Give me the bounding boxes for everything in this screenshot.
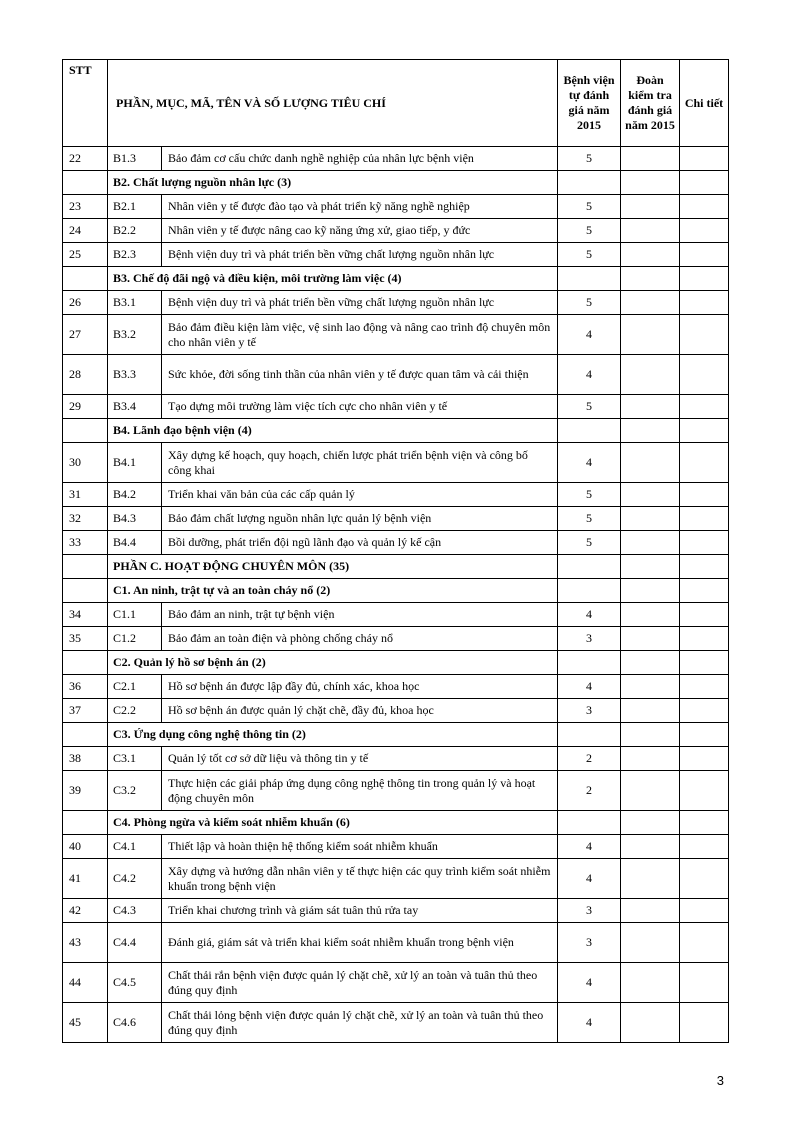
- table-row: [63, 395, 729, 419]
- row-code: C1.1: [108, 603, 162, 627]
- section-heading: C3. Ứng dụng công nghệ thông tin (2): [108, 723, 558, 747]
- row-self-score: 4: [558, 835, 621, 859]
- row-stt: 40: [63, 835, 108, 859]
- table-row: [63, 675, 729, 699]
- row-stt: 31: [63, 483, 108, 507]
- row-name: Hồ sơ bệnh án được quản lý chặt chẽ, đầy đủ, khoa học: [162, 699, 558, 723]
- row-name: Chất thải rắn bệnh viện được quản lý chặt chẽ, xử lý an toàn và tuân thủ theo đúng quy định: [162, 963, 558, 1003]
- section-heading-row: [63, 579, 729, 603]
- row-stt: 45: [63, 1003, 108, 1043]
- row-detail: [680, 747, 729, 771]
- row-code: B2.1: [108, 195, 162, 219]
- row-name: Bệnh viện duy trì và phát triển bền vững chất lượng nguồn nhân lực: [162, 291, 558, 315]
- row-name: Bảo đảm an toàn điện và phòng chống cháy nổ: [162, 627, 558, 651]
- row-detail: [680, 443, 729, 483]
- row-team-score: [621, 291, 680, 315]
- criteria-table: [62, 59, 729, 1043]
- row-name: Triển khai chương trình và giám sát tuân thủ rửa tay: [162, 899, 558, 923]
- row-detail: [680, 771, 729, 811]
- empty-cell: [680, 555, 729, 579]
- row-team-score: [621, 603, 680, 627]
- section-heading: C4. Phòng ngừa và kiểm soát nhiễm khuẩn (6): [108, 811, 558, 835]
- row-stt: 22: [63, 147, 108, 171]
- section-heading: B3. Chế độ đãi ngộ và điều kiện, môi trường làm việc (4): [108, 267, 558, 291]
- row-detail: [680, 1003, 729, 1043]
- empty-cell: [621, 555, 680, 579]
- row-detail: [680, 699, 729, 723]
- empty-cell: [680, 171, 729, 195]
- row-code: B2.2: [108, 219, 162, 243]
- section-heading-row: [63, 419, 729, 443]
- section-heading: B4. Lãnh đạo bệnh viện (4): [108, 419, 558, 443]
- row-name: Đánh giá, giám sát và triển khai kiểm soát nhiễm khuẩn trong bệnh viện: [162, 923, 558, 963]
- row-stt: 29: [63, 395, 108, 419]
- page-number: 3: [716, 1073, 724, 1088]
- empty-cell: [680, 419, 729, 443]
- row-team-score: [621, 675, 680, 699]
- row-self-score: 5: [558, 291, 621, 315]
- row-code: C4.4: [108, 923, 162, 963]
- row-self-score: 4: [558, 355, 621, 395]
- row-name: Bệnh viện duy trì và phát triển bền vững chất lượng nguồn nhân lực: [162, 243, 558, 267]
- row-code: B3.4: [108, 395, 162, 419]
- row-name: Xây dựng kế hoạch, quy hoạch, chiến lược phát triển bệnh viện và công bố công khai: [162, 443, 558, 483]
- row-team-score: [621, 771, 680, 811]
- empty-cell: [680, 579, 729, 603]
- row-name: Chất thải lỏng bệnh viện được quản lý chặt chẽ, xử lý an toàn và tuân thủ theo đúng quy định: [162, 1003, 558, 1043]
- row-self-score: 5: [558, 147, 621, 171]
- row-stt: 32: [63, 507, 108, 531]
- row-team-score: [621, 147, 680, 171]
- table-row: [63, 923, 729, 963]
- table-row: [63, 355, 729, 395]
- row-code: C2.2: [108, 699, 162, 723]
- row-name: Tạo dựng môi trường làm việc tích cực cho nhân viên y tế: [162, 395, 558, 419]
- row-name: Bảo đảm an ninh, trật tự bệnh viện: [162, 603, 558, 627]
- section-heading-row: [63, 651, 729, 675]
- row-stt: 36: [63, 675, 108, 699]
- row-self-score: 4: [558, 603, 621, 627]
- row-team-score: [621, 315, 680, 355]
- section-heading-row: [63, 811, 729, 835]
- row-code: C2.1: [108, 675, 162, 699]
- empty-cell: [63, 579, 108, 603]
- row-team-score: [621, 963, 680, 1003]
- table-row: [63, 859, 729, 899]
- empty-cell: [680, 651, 729, 675]
- row-stt: 28: [63, 355, 108, 395]
- row-detail: [680, 291, 729, 315]
- table-row: [63, 627, 729, 651]
- row-code: B4.2: [108, 483, 162, 507]
- empty-cell: [621, 723, 680, 747]
- row-stt: 27: [63, 315, 108, 355]
- row-self-score: 5: [558, 195, 621, 219]
- empty-cell: [680, 723, 729, 747]
- row-detail: [680, 315, 729, 355]
- row-detail: [680, 219, 729, 243]
- row-code: B4.1: [108, 443, 162, 483]
- row-self-score: 3: [558, 699, 621, 723]
- section-heading: C2. Quản lý hồ sơ bệnh án (2): [108, 651, 558, 675]
- row-self-score: 4: [558, 859, 621, 899]
- table-row: [63, 747, 729, 771]
- table-row: [63, 531, 729, 555]
- empty-cell: [621, 171, 680, 195]
- row-code: B4.3: [108, 507, 162, 531]
- row-code: C4.3: [108, 899, 162, 923]
- table-row: [63, 483, 729, 507]
- row-team-score: [621, 483, 680, 507]
- row-code: C3.1: [108, 747, 162, 771]
- empty-cell: [558, 811, 621, 835]
- row-team-score: [621, 859, 680, 899]
- row-team-score: [621, 923, 680, 963]
- row-name: Thiết lập và hoàn thiện hệ thống kiểm soát nhiễm khuẩn: [162, 835, 558, 859]
- empty-cell: [63, 811, 108, 835]
- row-team-score: [621, 219, 680, 243]
- table-header-row: [63, 60, 729, 147]
- header-team-assessment: Đoàn kiểm tra đánh giá năm 2015: [621, 60, 680, 147]
- row-stt: 37: [63, 699, 108, 723]
- row-code: B4.4: [108, 531, 162, 555]
- row-team-score: [621, 243, 680, 267]
- empty-cell: [558, 723, 621, 747]
- row-code: B3.2: [108, 315, 162, 355]
- empty-cell: [558, 419, 621, 443]
- empty-cell: [63, 723, 108, 747]
- table-row: [63, 963, 729, 1003]
- row-self-score: 5: [558, 483, 621, 507]
- row-self-score: 3: [558, 899, 621, 923]
- table-row: [63, 315, 729, 355]
- row-code: B2.3: [108, 243, 162, 267]
- row-team-score: [621, 195, 680, 219]
- row-team-score: [621, 747, 680, 771]
- row-stt: 44: [63, 963, 108, 1003]
- header-detail: Chi tiết: [680, 60, 729, 147]
- row-code: B1.3: [108, 147, 162, 171]
- table-row: [63, 899, 729, 923]
- row-detail: [680, 355, 729, 395]
- empty-cell: [558, 267, 621, 291]
- row-name: Nhân viên y tế được đào tạo và phát triển kỹ năng nghề nghiệp: [162, 195, 558, 219]
- header-self-assessment: Bệnh viện tự đánh giá năm 2015: [558, 60, 621, 147]
- row-stt: 38: [63, 747, 108, 771]
- row-self-score: 4: [558, 675, 621, 699]
- empty-cell: [680, 811, 729, 835]
- row-self-score: 4: [558, 1003, 621, 1043]
- row-detail: [680, 195, 729, 219]
- row-stt: 33: [63, 531, 108, 555]
- section-heading-row: [63, 267, 729, 291]
- empty-cell: [621, 579, 680, 603]
- row-name: Sức khỏe, đời sống tinh thần của nhân viên y tế được quan tâm và cải thiện: [162, 355, 558, 395]
- table-row: [63, 195, 729, 219]
- row-team-score: [621, 355, 680, 395]
- empty-cell: [63, 267, 108, 291]
- row-team-score: [621, 507, 680, 531]
- row-detail: [680, 923, 729, 963]
- row-stt: 25: [63, 243, 108, 267]
- table-row: [63, 219, 729, 243]
- row-team-score: [621, 395, 680, 419]
- section-heading-row: [63, 723, 729, 747]
- table-row: [63, 771, 729, 811]
- section-heading-row: [63, 171, 729, 195]
- row-stt: 43: [63, 923, 108, 963]
- row-team-score: [621, 699, 680, 723]
- row-name: Bảo đảm chất lượng nguồn nhân lực quản lý bệnh viện: [162, 507, 558, 531]
- row-self-score: 5: [558, 395, 621, 419]
- row-code: B3.3: [108, 355, 162, 395]
- row-code: B3.1: [108, 291, 162, 315]
- row-code: C1.2: [108, 627, 162, 651]
- row-code: C4.5: [108, 963, 162, 1003]
- empty-cell: [621, 419, 680, 443]
- header-stt: STT: [63, 60, 108, 147]
- row-detail: [680, 243, 729, 267]
- empty-cell: [621, 811, 680, 835]
- empty-cell: [680, 267, 729, 291]
- row-detail: [680, 627, 729, 651]
- row-stt: 42: [63, 899, 108, 923]
- row-self-score: 5: [558, 219, 621, 243]
- table-row: [63, 443, 729, 483]
- row-stt: 30: [63, 443, 108, 483]
- part-heading-row: [63, 555, 729, 579]
- row-self-score: 3: [558, 627, 621, 651]
- row-name: Xây dựng và hướng dẫn nhân viên y tế thực hiện các quy trình kiểm soát nhiễm khuẩn trong bệnh viện: [162, 859, 558, 899]
- section-heading: B2. Chất lượng nguồn nhân lực (3): [108, 171, 558, 195]
- row-detail: [680, 963, 729, 1003]
- row-detail: [680, 899, 729, 923]
- row-team-score: [621, 1003, 680, 1043]
- row-stt: 39: [63, 771, 108, 811]
- row-name: Bảo đảm điều kiện làm việc, vệ sinh lao động và nâng cao trình độ chuyên môn cho nhân viên y tế: [162, 315, 558, 355]
- row-self-score: 5: [558, 243, 621, 267]
- row-code: C4.6: [108, 1003, 162, 1043]
- table-row: [63, 291, 729, 315]
- row-detail: [680, 531, 729, 555]
- table-row: [63, 147, 729, 171]
- row-stt: 24: [63, 219, 108, 243]
- row-name: Thực hiện các giải pháp ứng dụng công nghệ thông tin trong quản lý và hoạt động chuyên môn: [162, 771, 558, 811]
- row-name: Bảo đảm cơ cấu chức danh nghề nghiệp của nhân lực bệnh viện: [162, 147, 558, 171]
- empty-cell: [63, 171, 108, 195]
- table-row: [63, 1003, 729, 1043]
- row-team-score: [621, 443, 680, 483]
- row-name: Triển khai văn bản của các cấp quản lý: [162, 483, 558, 507]
- row-team-score: [621, 835, 680, 859]
- empty-cell: [63, 419, 108, 443]
- row-code: C4.1: [108, 835, 162, 859]
- row-stt: 41: [63, 859, 108, 899]
- row-self-score: 2: [558, 747, 621, 771]
- empty-cell: [558, 171, 621, 195]
- row-team-score: [621, 627, 680, 651]
- row-name: Nhân viên y tế được nâng cao kỹ năng ứng xử, giao tiếp, y đức: [162, 219, 558, 243]
- row-self-score: 3: [558, 923, 621, 963]
- empty-cell: [63, 555, 108, 579]
- row-self-score: 4: [558, 963, 621, 1003]
- row-detail: [680, 859, 729, 899]
- row-name: Bồi dưỡng, phát triển đội ngũ lãnh đạo và quản lý kế cận: [162, 531, 558, 555]
- row-self-score: 5: [558, 507, 621, 531]
- row-detail: [680, 675, 729, 699]
- row-self-score: 2: [558, 771, 621, 811]
- empty-cell: [558, 651, 621, 675]
- row-self-score: 4: [558, 443, 621, 483]
- row-detail: [680, 835, 729, 859]
- empty-cell: [63, 651, 108, 675]
- row-code: C4.2: [108, 859, 162, 899]
- table-row: [63, 507, 729, 531]
- row-stt: 26: [63, 291, 108, 315]
- row-detail: [680, 507, 729, 531]
- table-row: [63, 699, 729, 723]
- table-body: [63, 147, 729, 1043]
- row-detail: [680, 483, 729, 507]
- row-name: Hồ sơ bệnh án được lập đầy đủ, chính xác, khoa học: [162, 675, 558, 699]
- row-stt: 23: [63, 195, 108, 219]
- row-self-score: 4: [558, 315, 621, 355]
- empty-cell: [621, 651, 680, 675]
- empty-cell: [558, 579, 621, 603]
- row-self-score: 5: [558, 531, 621, 555]
- row-stt: 34: [63, 603, 108, 627]
- table-row: [63, 243, 729, 267]
- row-code: C3.2: [108, 771, 162, 811]
- row-team-score: [621, 531, 680, 555]
- section-heading: C1. An ninh, trật tự và an toàn cháy nổ (2): [108, 579, 558, 603]
- row-name: Quản lý tốt cơ sở dữ liệu và thông tin y tế: [162, 747, 558, 771]
- row-stt: 35: [63, 627, 108, 651]
- empty-cell: [621, 267, 680, 291]
- row-detail: [680, 603, 729, 627]
- table-row: [63, 835, 729, 859]
- row-detail: [680, 395, 729, 419]
- row-detail: [680, 147, 729, 171]
- table-row: [63, 603, 729, 627]
- part-heading: PHẦN C. HOẠT ĐỘNG CHUYÊN MÔN (35): [108, 555, 558, 579]
- row-team-score: [621, 899, 680, 923]
- empty-cell: [558, 555, 621, 579]
- header-title: PHẦN, MỤC, MÃ, TÊN VÀ SỐ LƯỢNG TIÊU CHÍ: [108, 60, 558, 147]
